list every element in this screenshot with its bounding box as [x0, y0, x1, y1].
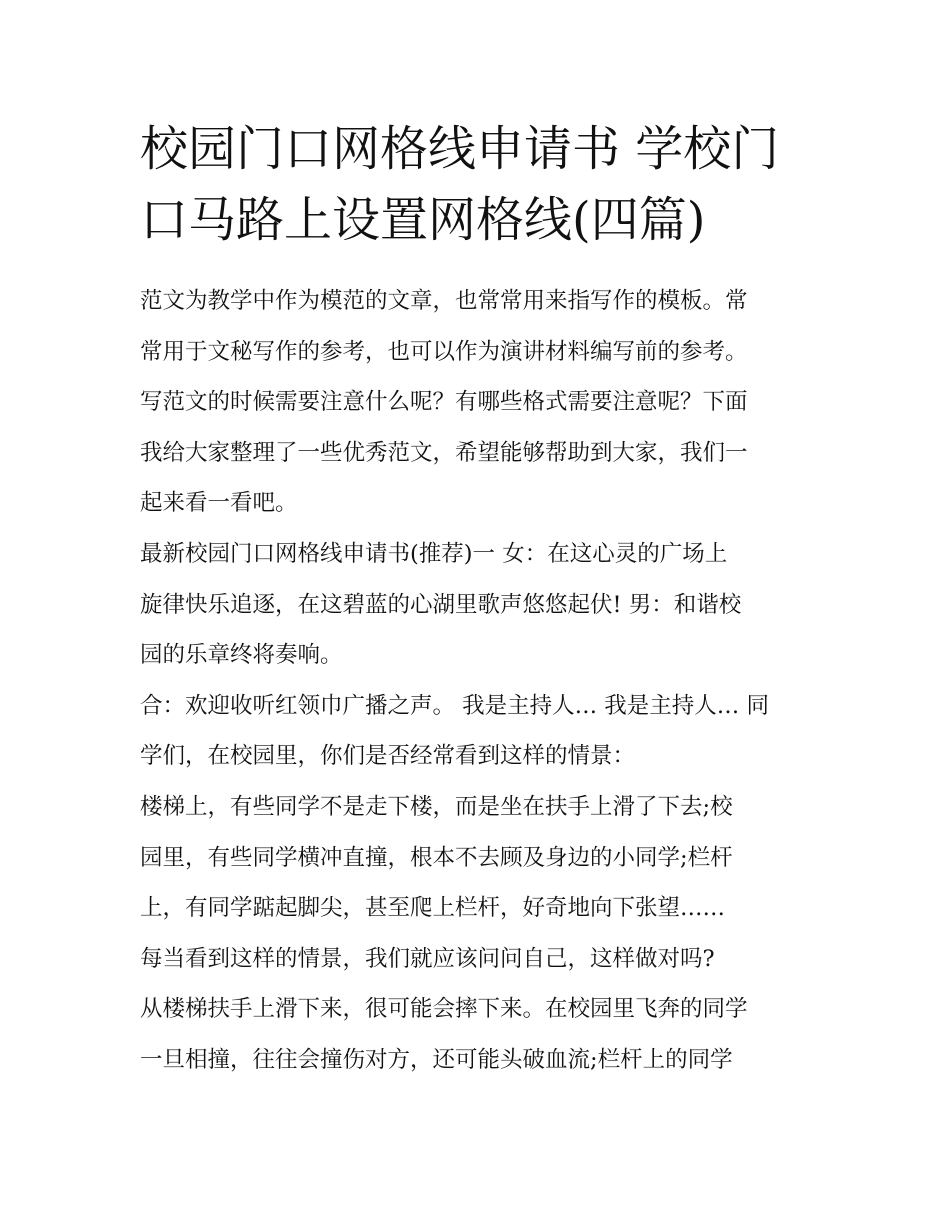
body-line: 最新校园门口网格线申请书(推荐)一 女：在这心灵的广场上 — [140, 540, 728, 567]
document-body — [140, 279, 830, 1089]
body-line: 从楼梯扶手上滑下来，很可能会摔下来。在校园里飞奔的同学 — [140, 996, 748, 1023]
document-title — [140, 114, 820, 256]
body-line: 园的乐章终将奏响。 — [140, 642, 343, 669]
body-line: 一旦相撞，往往会撞伤对方，还可能头破血流;栏杆上的同学 — [140, 1046, 733, 1073]
body-line: 合：欢迎收听红领巾广播之声。 我是主持人… 我是主持人… 同 — [140, 692, 769, 719]
body-line: 我给大家整理了一些优秀范文，希望能够帮助到大家，我们一 — [140, 439, 748, 466]
body-line: 旋律快乐追逐，在这碧蓝的心湖里歌声悠悠起伏! 男：和谐校 — [140, 591, 742, 618]
body-line: 楼梯上，有些同学不是走下楼，而是坐在扶手上滑了下去;校 — [140, 793, 733, 820]
body-line: 园里，有些同学横冲直撞，根本不去顾及身边的小同学;栏杆 — [140, 844, 733, 871]
body-line: 常用于文秘写作的参考，也可以作为演讲材料编写前的参考。 — [140, 338, 748, 365]
body-line: 写范文的时候需要注意什么呢？有哪些格式需要注意呢？下面 — [140, 389, 748, 416]
title-line: 校园门口网格线申请书 学校门 — [140, 121, 780, 177]
body-line: 起来看一看吧。 — [140, 490, 298, 517]
title-line: 口马路上设置网格线(四篇) — [140, 192, 706, 248]
body-line: 范文为教学中作为模范的文章，也常常用来指写作的模板。常 — [140, 288, 748, 314]
body-line: 上，有同学踮起脚尖，甚至爬上栏杆，好奇地向下张望…… — [140, 895, 726, 922]
body-line: 学们，在校园里，你们是否经常看到这样的情景： — [140, 743, 636, 770]
body-line: 每当看到这样的情景，我们就应该问问自己，这样做对吗? — [140, 945, 715, 972]
